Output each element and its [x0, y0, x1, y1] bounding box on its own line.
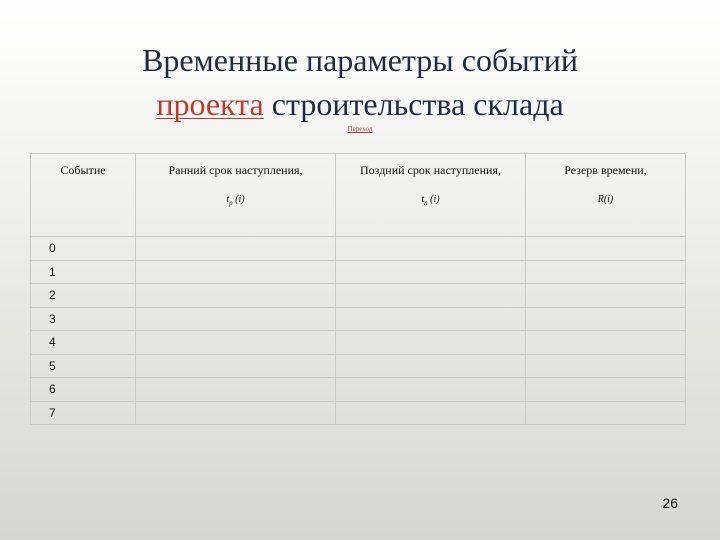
- table-header-row: [31, 154, 686, 237]
- event-cell: 6: [31, 378, 136, 402]
- late-cell[interactable]: [336, 354, 526, 378]
- reserve-cell[interactable]: [526, 331, 686, 355]
- table-row: [31, 331, 686, 355]
- event-cell: 1: [31, 260, 136, 284]
- reserve-symbol: R(i): [597, 194, 614, 205]
- reserve-cell[interactable]: [526, 284, 686, 308]
- slide-title: [0, 38, 720, 126]
- table-row: [31, 307, 686, 331]
- reserve-cell[interactable]: [526, 378, 686, 402]
- event-cell: 3: [31, 307, 136, 331]
- late-cell[interactable]: [336, 331, 526, 355]
- early-date-symbol: $t_р$ (i): [226, 194, 245, 207]
- reserve-cell[interactable]: [526, 260, 686, 284]
- late-cell[interactable]: [336, 284, 526, 308]
- early-cell[interactable]: [136, 307, 336, 331]
- early-cell[interactable]: [136, 237, 336, 261]
- title-project-link[interactable]: проекта: [156, 86, 264, 122]
- event-cell: 7: [31, 401, 136, 425]
- header-early-date: Ранний срок наступления, $t_р$ (i): [136, 154, 336, 237]
- early-cell[interactable]: [136, 401, 336, 425]
- title-line-2: [0, 82, 720, 126]
- title-rest: строительства склада: [263, 86, 564, 122]
- reserve-cell[interactable]: [526, 237, 686, 261]
- page-number: 26: [662, 495, 678, 511]
- late-cell[interactable]: [336, 378, 526, 402]
- table-row: [31, 260, 686, 284]
- early-cell[interactable]: [136, 284, 336, 308]
- table-row: [31, 378, 686, 402]
- title-line-1: Временные параметры событий: [141, 42, 579, 78]
- header-time-reserve: Резерв времени, R(i): [526, 154, 686, 237]
- late-cell[interactable]: [336, 260, 526, 284]
- reserve-cell[interactable]: [526, 307, 686, 331]
- late-cell[interactable]: [336, 401, 526, 425]
- late-date-symbol: $t_п$ (i): [421, 194, 440, 207]
- event-cell: 5: [31, 354, 136, 378]
- reserve-cell[interactable]: [526, 401, 686, 425]
- table-row: [31, 284, 686, 308]
- late-cell[interactable]: [336, 237, 526, 261]
- table-row: [31, 401, 686, 425]
- reserve-cell[interactable]: [526, 354, 686, 378]
- event-cell: 4: [31, 331, 136, 355]
- header-event: Событие: [31, 154, 136, 237]
- early-cell[interactable]: [136, 260, 336, 284]
- table-row: [31, 237, 686, 261]
- event-parameters-table: [30, 153, 686, 425]
- table-row: [31, 354, 686, 378]
- early-cell[interactable]: [136, 378, 336, 402]
- late-cell[interactable]: [336, 307, 526, 331]
- early-cell[interactable]: [136, 354, 336, 378]
- header-late-date: Поздний срок наступления, $t_п$ (i): [336, 154, 526, 237]
- event-cell: 2: [31, 284, 136, 308]
- early-cell[interactable]: [136, 331, 336, 355]
- transition-link[interactable]: Переход: [347, 125, 373, 133]
- event-cell: 0: [31, 237, 136, 261]
